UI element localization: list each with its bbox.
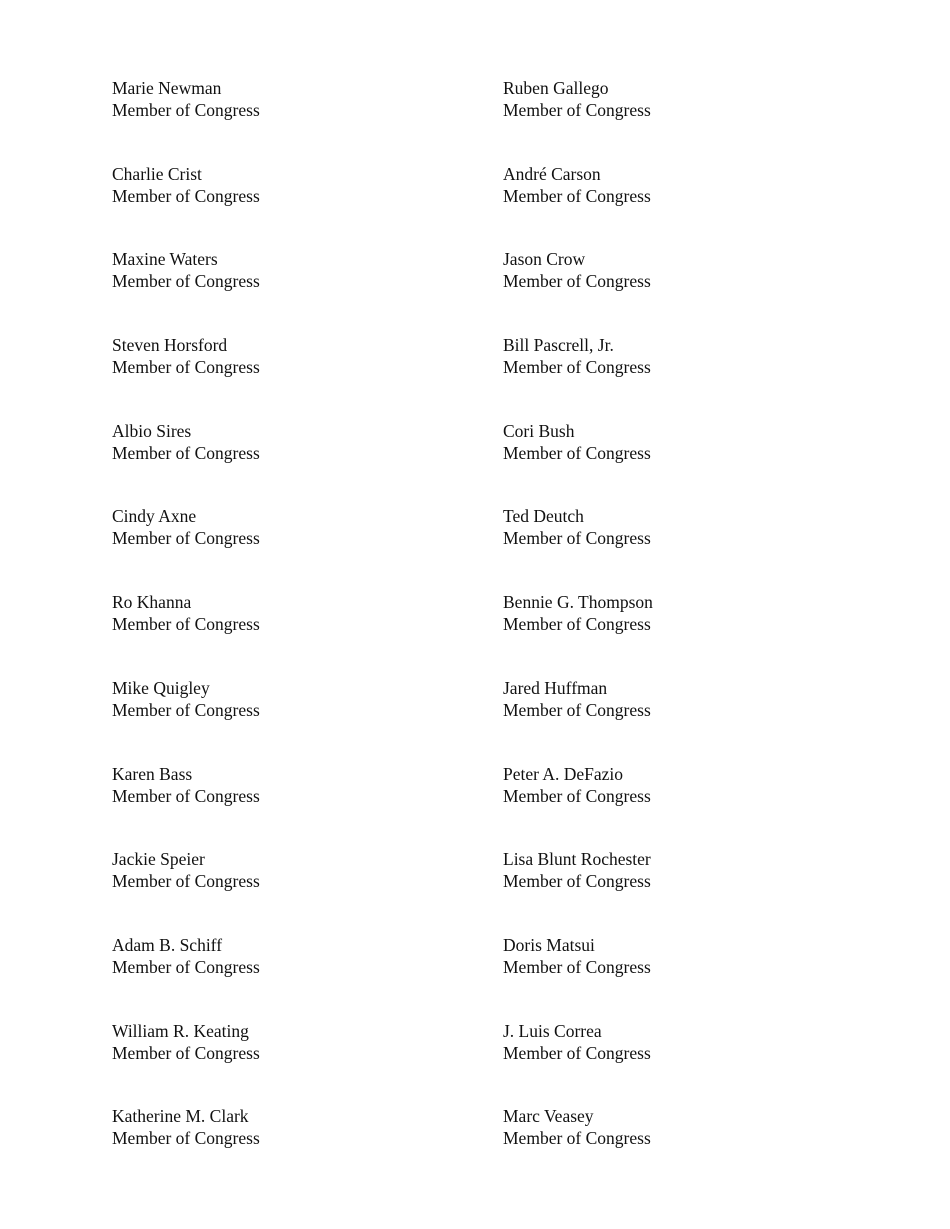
signature-block [112, 420, 472, 506]
signer-title: Member of Congress [112, 1128, 260, 1149]
signer-title: Member of Congress [503, 871, 651, 892]
signature-block [503, 163, 863, 249]
signer-title: Member of Congress [112, 271, 260, 292]
signer-title: Member of Congress [112, 1042, 260, 1063]
signer-name: Charlie Crist [112, 163, 202, 184]
signature-block [112, 163, 472, 249]
signer-title: Member of Congress [112, 528, 260, 549]
signer-name: J. Luis Correa [503, 1020, 602, 1041]
signer-title: Member of Congress [503, 699, 651, 720]
signature-block [503, 677, 863, 763]
signer-name: Steven Horsford [112, 335, 228, 356]
signature-block [112, 934, 472, 1020]
signature-block [112, 334, 472, 420]
signature-block [112, 505, 472, 591]
signer-title: Member of Congress [112, 100, 260, 120]
signer-title: Member of Congress [503, 785, 651, 806]
signer-name: Jared Huffman [503, 677, 608, 698]
signer-name: Cindy Axne [112, 506, 197, 527]
signer-name: Peter A. DeFazio [503, 763, 624, 784]
signer-title: Member of Congress [112, 871, 260, 892]
signer-title: Member of Congress [503, 271, 651, 292]
signer-title: Member of Congress [112, 357, 260, 378]
signature-block [503, 591, 863, 677]
signature-block [503, 420, 863, 506]
signature-block [112, 591, 472, 677]
signature-block [503, 1020, 863, 1106]
signer-name: Doris Matsui [503, 934, 595, 955]
signature-block [503, 1105, 863, 1191]
signature-block [503, 77, 863, 163]
signer-name: Cori Bush [503, 420, 575, 441]
signer-name: Adam B. Schiff [112, 934, 223, 955]
signer-name: Ro Khanna [112, 592, 192, 613]
signer-name: Mike Quigley [112, 677, 210, 698]
signature-block [112, 848, 472, 934]
signature-block [503, 848, 863, 934]
signature-block [112, 77, 472, 163]
signature-block [112, 677, 472, 763]
signer-name: Ruben Gallego [503, 78, 609, 98]
signer-name: William R. Keating [112, 1020, 249, 1041]
signer-name: Katherine M. Clark [112, 1106, 249, 1127]
signature-block [503, 763, 863, 849]
signer-name: Ted Deutch [503, 506, 584, 527]
signer-title: Member of Congress [503, 956, 651, 977]
signature-column-left [112, 77, 472, 1191]
signature-block [112, 1105, 472, 1191]
signature-block [112, 248, 472, 334]
signature-block [503, 505, 863, 591]
signer-title: Member of Congress [503, 442, 651, 463]
signer-title: Member of Congress [503, 528, 651, 549]
signer-title: Member of Congress [503, 100, 651, 120]
signature-block [503, 334, 863, 420]
signer-name: Jason Crow [503, 249, 586, 270]
signature-block [112, 1020, 472, 1106]
signature-column-right [503, 77, 863, 1191]
signature-block [112, 763, 472, 849]
signer-title: Member of Congress [112, 699, 260, 720]
signer-title: Member of Congress [503, 185, 651, 206]
signer-name: Marc Veasey [503, 1106, 594, 1127]
signer-name: Lisa Blunt Rochester [503, 849, 651, 870]
signature-block [503, 248, 863, 334]
signer-title: Member of Congress [503, 1042, 651, 1063]
signer-name: André Carson [503, 163, 601, 184]
signer-name: Maxine Waters [112, 249, 218, 270]
signer-title: Member of Congress [112, 614, 260, 635]
signer-title: Member of Congress [112, 785, 260, 806]
signer-name: Bill Pascrell, Jr. [503, 335, 614, 356]
signer-name: Jackie Speier [112, 849, 205, 870]
signer-title: Member of Congress [503, 1128, 651, 1149]
signer-name: Bennie G. Thompson [503, 592, 653, 613]
signer-name: Marie Newman [112, 78, 222, 98]
signer-name: Karen Bass [112, 763, 193, 784]
signer-name: Albio Sires [112, 420, 192, 441]
signer-title: Member of Congress [112, 956, 260, 977]
signer-title: Member of Congress [112, 185, 260, 206]
signature-block [503, 934, 863, 1020]
signer-title: Member of Congress [503, 357, 651, 378]
signer-title: Member of Congress [112, 442, 260, 463]
signer-title: Member of Congress [503, 614, 651, 635]
